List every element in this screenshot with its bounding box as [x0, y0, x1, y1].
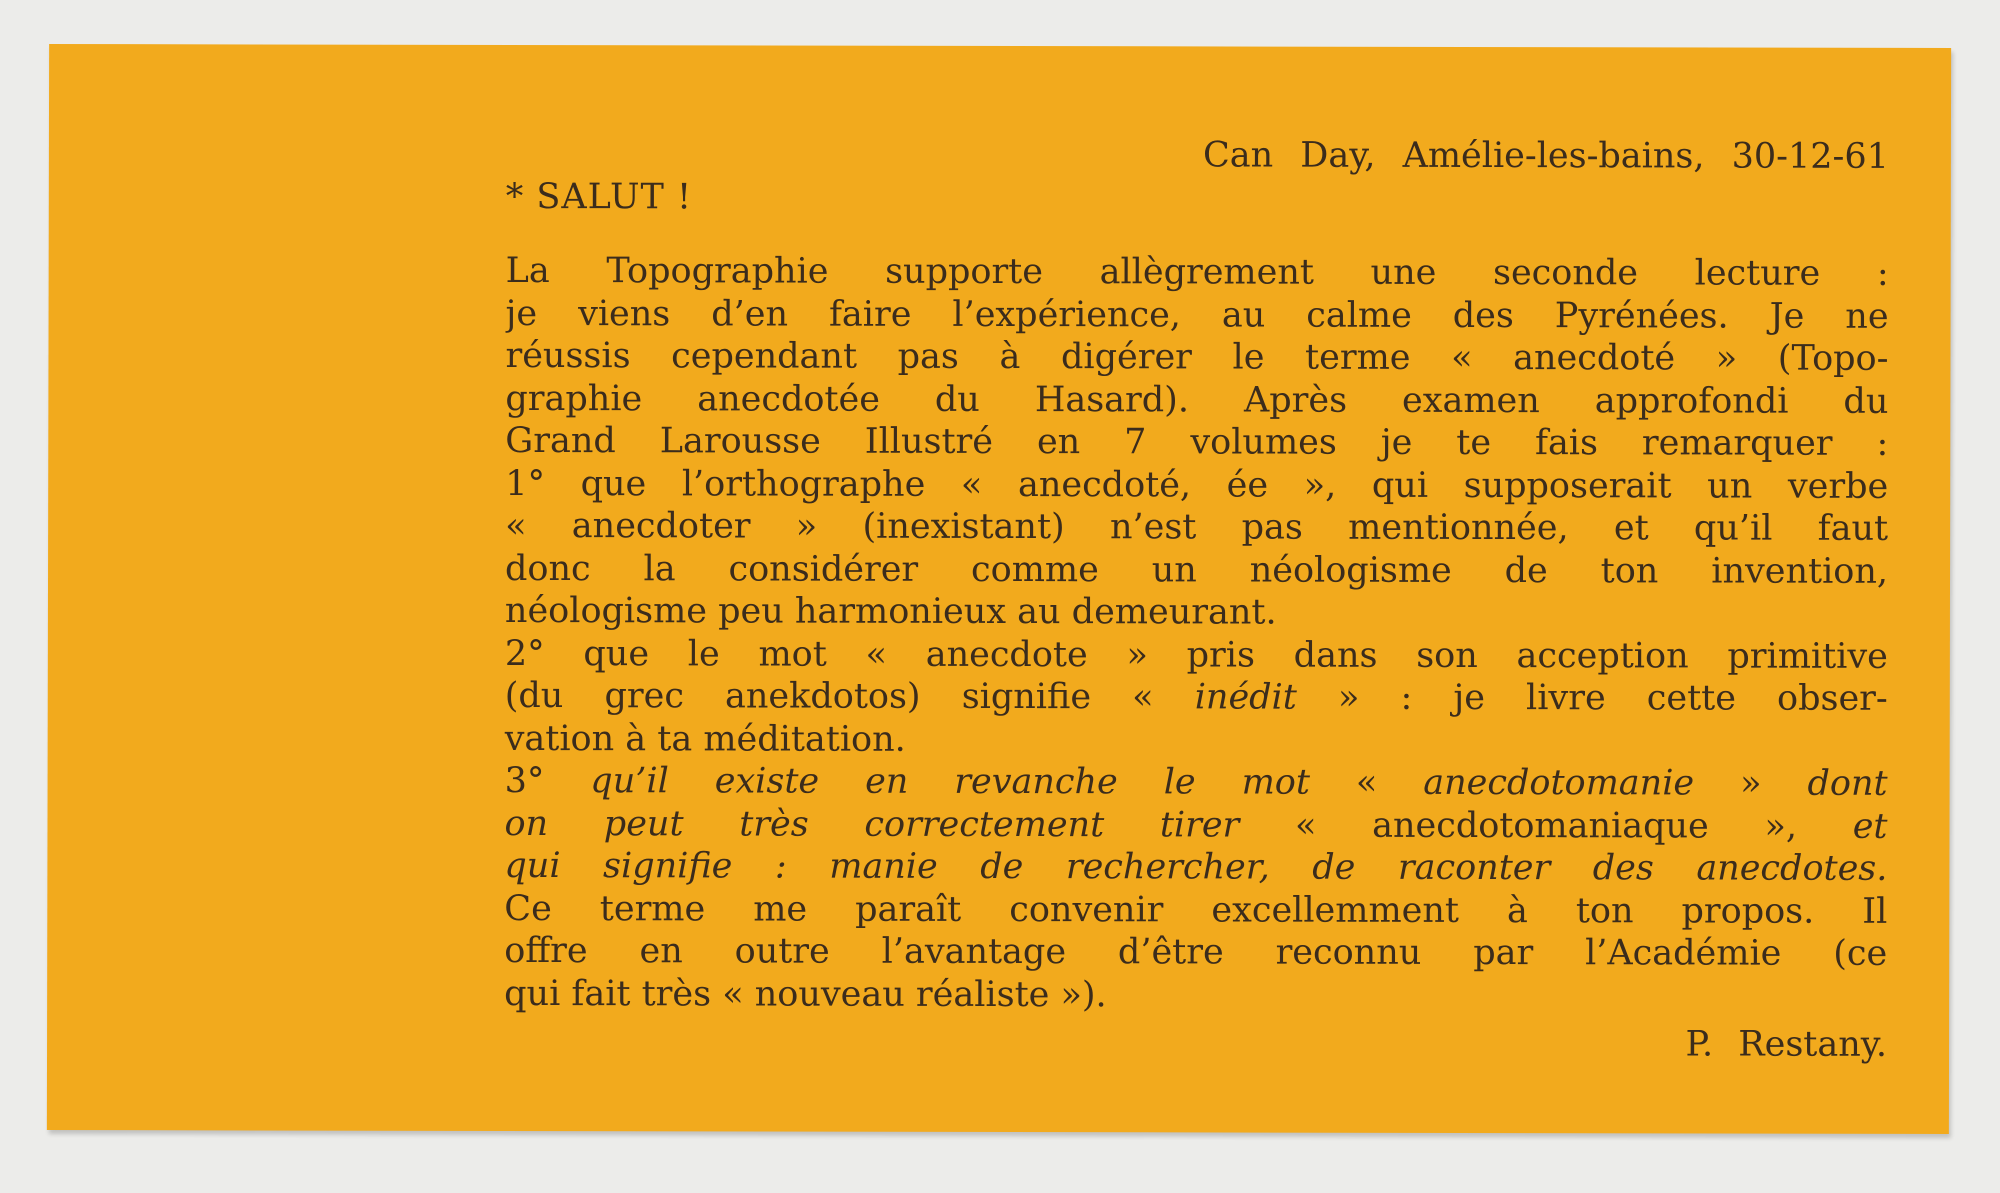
salutation: * SALUT !	[505, 176, 693, 217]
italic-word-anecdotomanie: anecdotomanie	[1423, 762, 1695, 804]
body-line: vation à ta méditation.	[504, 718, 906, 760]
body-line: 2° que le mot « anecdote » pris dans son acception primitive	[504, 633, 1888, 677]
body-line: je viens d’en faire l’expérience, au calme des Pyrénées. Je ne	[505, 293, 1889, 337]
body-line: 1° que l’orthographe « anecdoté, ée », qui supposerait un verbe	[505, 463, 1889, 507]
point-3-number: 3°	[504, 760, 591, 802]
body-line: Grand Larousse Illustré en 7 volumes je te fais remarquer :	[505, 420, 1889, 464]
inedit-after: » : je livre cette obser-	[1296, 677, 1888, 719]
body-line: La Topographie supporte allègrement une seconde lecture :	[505, 250, 1889, 294]
inedit-word: inédit	[1194, 677, 1297, 718]
italic-phrase: on peut très correctement tirer	[504, 803, 1240, 846]
italic-word-dont: dont	[1807, 763, 1888, 804]
body-line-3a	[505, 760, 1888, 805]
body-line: « anecdoter » (inexistant) n’est pas mentionnée, et qu’il faut	[505, 505, 1889, 549]
dateline: Can Day, Amélie-les-bains, 30-12-61	[1202, 135, 1889, 177]
italic-phrase: qu’il existe en revanche le mot	[590, 761, 1310, 803]
body-line-inedit	[505, 675, 1888, 720]
body-line: offre en outre l’avantage d’être reconnu par l’Académie (ce	[504, 930, 1888, 974]
yellow-letter-card	[47, 44, 1951, 1134]
body-line-3b	[504, 802, 1887, 847]
quoted-word: « anecdotomaniaque »,	[1239, 805, 1853, 847]
body-line: graphie anecdotée du Hasard). Après examen approfondi du	[505, 378, 1889, 422]
body-line: qui fait très « nouveau réaliste »).	[504, 973, 1107, 1015]
body-line: réussis cependant pas à digérer le terme « anecdoté » (Topo-	[505, 335, 1889, 379]
quote-open: «	[1309, 762, 1424, 803]
letter-text	[504, 123, 1889, 1066]
letter-body	[504, 250, 1889, 1018]
quote-close: »	[1694, 763, 1808, 804]
body-line-3c: qui signifie : manie de rechercher, de raconter des anecdotes.	[504, 845, 1888, 889]
signature: P. Restany.	[1685, 1024, 1888, 1065]
inedit-before: (du grec anekdotos) signifie «	[504, 675, 1195, 718]
italic-word-et: et	[1852, 806, 1888, 847]
body-line: donc la considérer comme un néologisme de ton invention,	[505, 548, 1889, 592]
body-line: néologisme peu harmonieux au demeurant.	[504, 590, 1277, 633]
body-line: Ce terme me paraît convenir excellemment à ton propos. Il	[504, 888, 1888, 932]
